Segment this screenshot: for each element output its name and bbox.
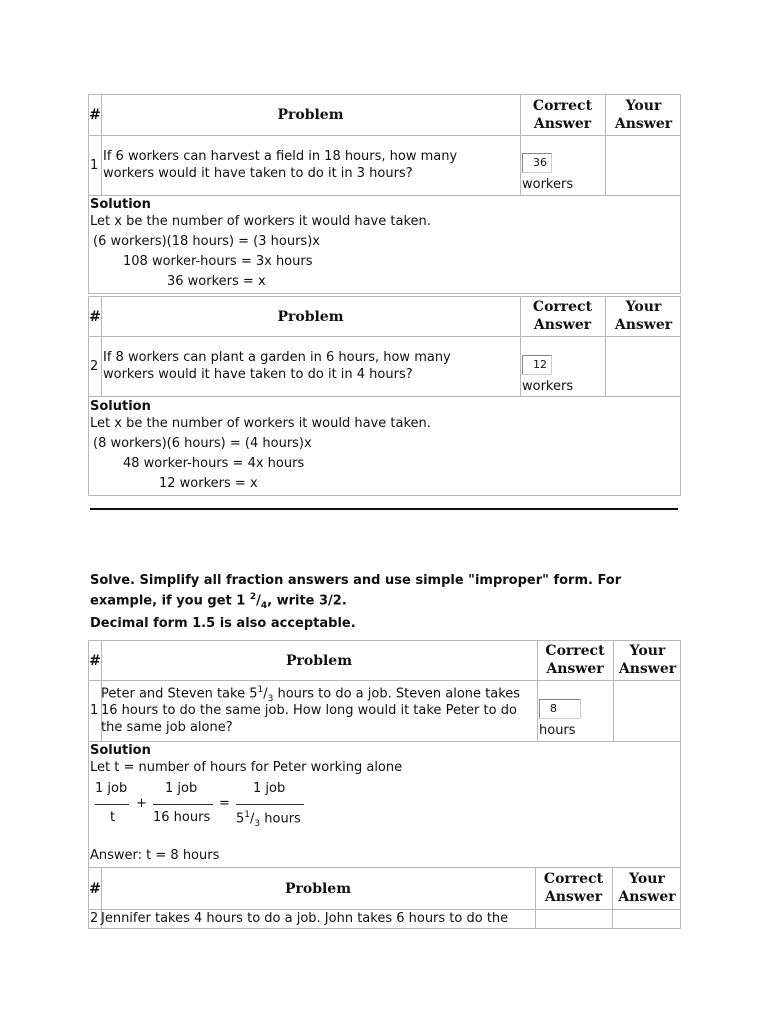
- answer-unit: workers: [522, 379, 574, 394]
- header-problem: Problem: [277, 107, 344, 123]
- problem-table-1: [88, 94, 681, 294]
- header-num: #: [89, 653, 101, 669]
- solution-title: Solution: [90, 399, 151, 414]
- problem-number: 1: [90, 158, 99, 173]
- plus-sign: +: [136, 796, 147, 811]
- header-num: #: [89, 881, 101, 897]
- header-problem: Problem: [285, 653, 353, 669]
- solution-answer: Answer: t = 8 hours: [90, 848, 220, 863]
- problem-text: 16 hours to do the same job. How long would it take Peter to do: [101, 703, 517, 718]
- problem-text: workers would it have taken to do it in 4 hours?: [103, 367, 413, 382]
- fraction-numerator: 1 job: [165, 781, 198, 796]
- problem-number: 2: [90, 911, 99, 926]
- instructions-line: example, if you get 1 $^2/_4$, write 3/2.: [90, 592, 347, 611]
- problem-table-2: [88, 296, 681, 496]
- solution-title: Solution: [90, 197, 151, 212]
- answer-unit: workers: [522, 177, 574, 192]
- correct-answer-box: 36: [522, 153, 552, 173]
- problem-text: Peter and Steven take $5^1/_3$ hours to do a job. Steven alone takes: [101, 685, 521, 704]
- fraction-bar: [153, 804, 213, 805]
- header-your: Your Answer: [614, 98, 673, 132]
- solution-line: 108 worker-hours = 3x hours: [123, 254, 313, 269]
- solution-line: Let x be the number of workers it would have taken.: [90, 416, 431, 431]
- fraction-bar: [236, 804, 304, 805]
- header-num: #: [89, 107, 101, 123]
- instructions-line: Solve. Simplify all fraction answers and use simple "improper" form. For: [90, 573, 622, 588]
- divider: [90, 508, 678, 510]
- instructions-line: Decimal form 1.5 is also acceptable.: [90, 615, 356, 631]
- solution-line: Let t = number of hours for Peter working alone: [90, 760, 403, 775]
- solution-title: Solution: [90, 743, 151, 758]
- header-correct: Correct Answer: [532, 98, 593, 132]
- header-your: Your Answer: [614, 299, 673, 333]
- fraction-denominator: $5^1/_3$ hours: [236, 810, 301, 829]
- solution-line: (8 workers)(6 hours) = (4 hours)x: [93, 436, 312, 451]
- fraction-denominator: t: [110, 810, 116, 825]
- problem-number: 2: [90, 359, 99, 374]
- correct-answer-box: 12: [522, 355, 552, 375]
- header-your: Your Answer: [618, 643, 677, 677]
- fraction-numerator: 1 job: [95, 781, 128, 796]
- equals-sign: =: [219, 796, 230, 811]
- problem-text: Jennifer takes 4 hours to do a job. John takes 6 hours to do the: [101, 911, 509, 926]
- your-answer-cell[interactable]: [614, 681, 682, 741]
- problem-number: 1: [90, 703, 99, 718]
- your-answer-cell[interactable]: [606, 337, 682, 396]
- problem-text: If 6 workers can harvest a field in 18 hours, how many: [103, 149, 458, 164]
- problem-text: If 8 workers can plant a garden in 6 hours, how many: [103, 350, 451, 365]
- header-correct: Correct Answer: [532, 299, 593, 333]
- fraction-denominator: 16 hours: [153, 810, 211, 825]
- header-problem: Problem: [277, 309, 344, 325]
- fraction-bar: [95, 804, 129, 805]
- solution-line: 12 workers = x: [159, 476, 258, 491]
- header-problem: Problem: [284, 881, 352, 897]
- instructions: [90, 572, 621, 632]
- solution-line: 36 workers = x: [167, 274, 266, 289]
- fraction-equation: [89, 781, 349, 829]
- problem-text: workers would it have taken to do it in 3 hours?: [103, 166, 413, 181]
- problem-text: the same job alone?: [101, 720, 233, 735]
- header-correct: Correct Answer: [543, 871, 604, 905]
- solution-line: Let x be the number of workers it would have taken.: [90, 214, 431, 229]
- problem-table-4: [88, 867, 681, 929]
- solution-line: (6 workers)(18 hours) = (3 hours)x: [93, 234, 320, 249]
- solution-line: 48 worker-hours = 4x hours: [123, 456, 305, 471]
- fraction-numerator: 1 job: [253, 781, 286, 796]
- problem-table-3: [88, 640, 681, 868]
- answer-unit: hours: [539, 723, 576, 738]
- header-your: Your Answer: [618, 871, 676, 905]
- header-correct: Correct Answer: [545, 643, 605, 677]
- your-answer-cell[interactable]: [606, 136, 682, 195]
- correct-answer-box: 8: [539, 699, 581, 719]
- your-answer-cell[interactable]: [613, 910, 682, 929]
- header-num: #: [89, 309, 101, 325]
